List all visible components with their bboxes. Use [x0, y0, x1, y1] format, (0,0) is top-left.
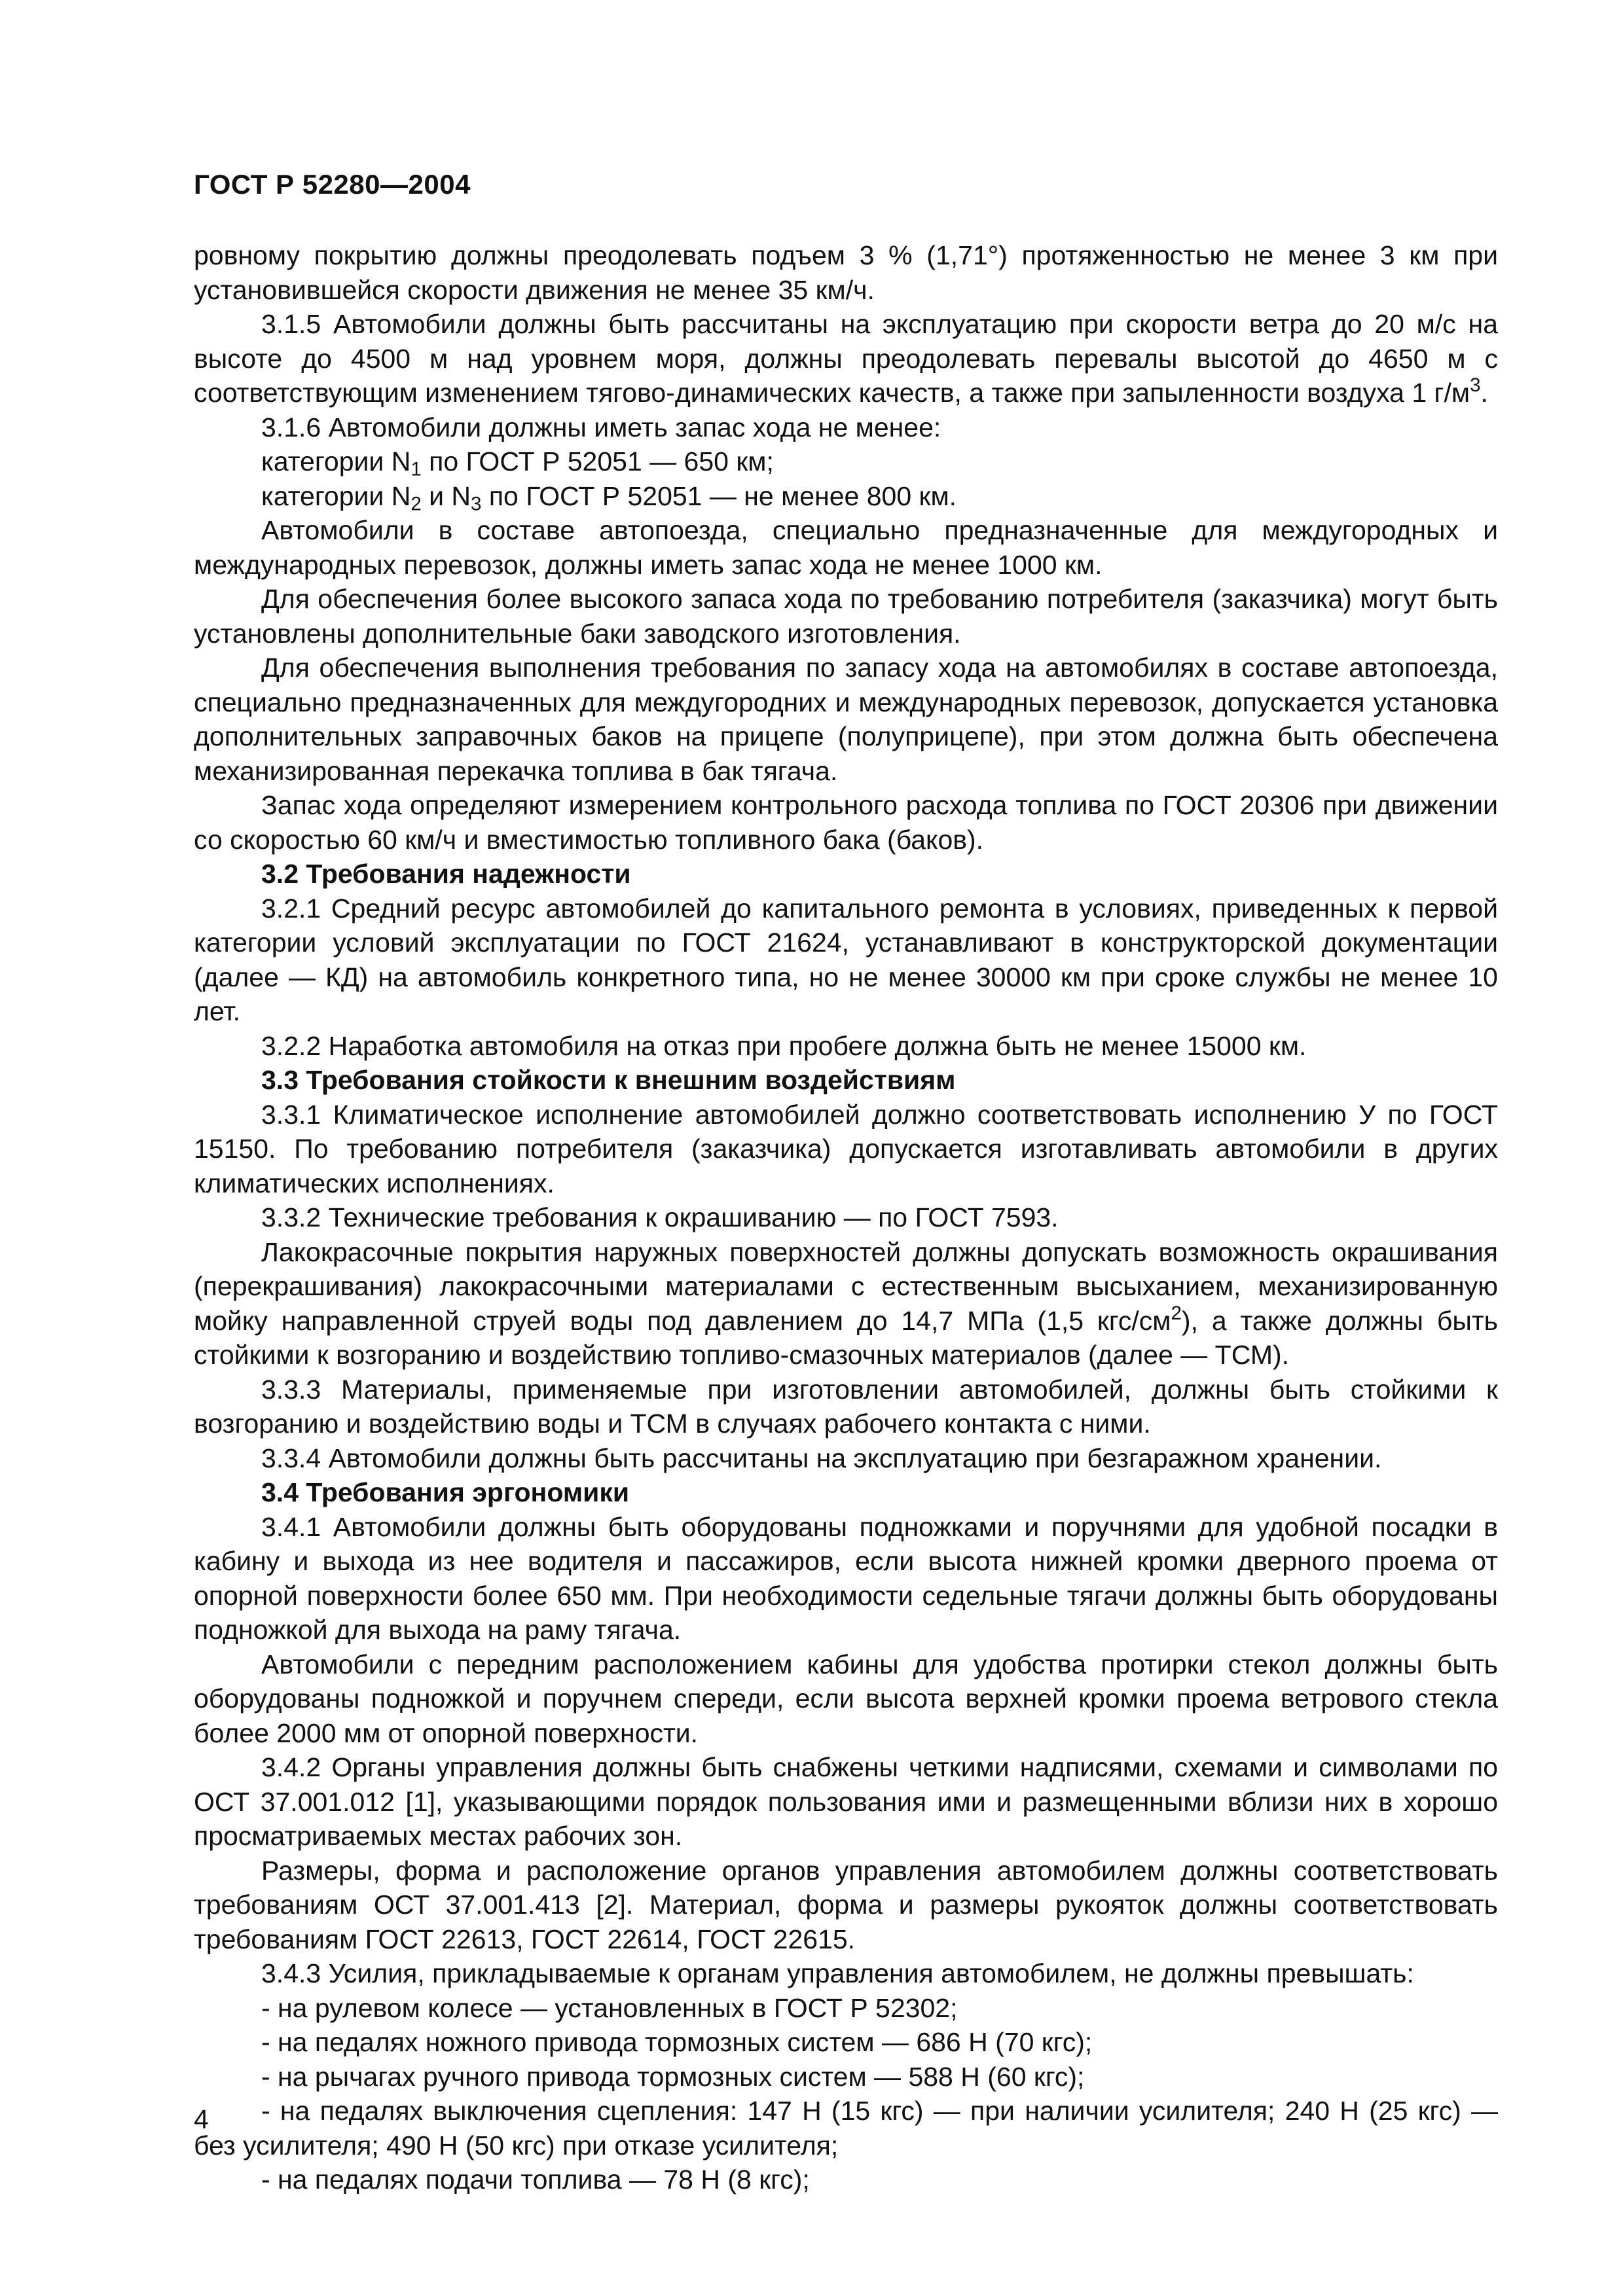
paragraph-3-4-1: 3.4.1 Автомобили должны быть оборудованы подножками и поручнями для удобной посадки в кабину и выхода из нее водителя и пассажиров, если высота нижней кромки дверного проема от опорной поверхности более 650 мм. При необходимости седельные тягачи должны быть оборудованы подножкой для выхода на раму тягача. — [194, 1511, 1498, 1645]
list-item-steering-wheel: - на рулевом колесе — установленных в ГОСТ Р 52302; — [261, 1992, 958, 2023]
paragraph-continuation: ровному покрытию должны преодолевать подъем 3 % (1,71°) протяженностью не менее 3 км при установившейся скорости движения не менее 35 км/ч. — [194, 240, 1498, 305]
paragraph-text: 3.1.5 Автомобили должны быть рассчитаны на эксплуатацию при скорости ветра до 20 м/с на высоте до 4500 м над уровнем моря, должны преодолевать перевалы высотой до 4650 м с соответствующим изменением тягово-динамических качеств, а также при запыленности воздуха 1 г/м — [194, 309, 1498, 408]
subscript: 1 — [410, 458, 422, 480]
paragraph-text-end: ), а также должны быть стойкими к возгоранию и воздействию топливо-смазочных материалов (далее — ТСМ). — [194, 1305, 1498, 1370]
superscript: 3 — [1470, 374, 1481, 396]
category-joiner: и N — [421, 480, 471, 511]
paragraph-text-end: . — [1480, 378, 1488, 408]
paragraph-text: Лакокрасочные покрытия наружных поверхностей должны допускать возможность окрашивания (перекрашивания) лакокрасочными материалами с естественным высыханием, механизированную мойку направленной струей воды под давлением до 14,7 МПа (1,5 кгс/см — [194, 1236, 1498, 1336]
paragraph-3-3-3: 3.3.3 Материалы, применяемые при изготовлении автомобилей, должны быть стойкими к возгоранию и воздействию воды и ТСМ в случаях рабочего контакта с ними. — [194, 1374, 1498, 1439]
paragraph-range-measurement: Запас хода определяют измерением контрольного расхода топлива по ГОСТ 20306 при движении со скоростью 60 км/ч и вместимостью топливного бака (баков). — [194, 790, 1498, 855]
paragraph-front-cab: Автомобили с передним расположением кабины для удобства протирки стекол должны быть оборудованы подножкой и поручнем спереди, если высота верхней кромки проема ветрового стекла более 2000 мм от опорной поверхности. — [194, 1649, 1498, 1748]
category-value: по ГОСТ Р 52051 — не менее 800 км. — [481, 480, 957, 511]
list-item-brake-pedals: - на педалях ножного привода тормозных систем — 686 Н (70 кгс); — [261, 2027, 1093, 2057]
paragraph-3-4-3: 3.4.3 Усилия, прикладываемые к органам управления автомобилем, не должны превышать: — [261, 1958, 1414, 1988]
paragraph-3-1-5 — [194, 307, 1498, 410]
paragraph-extra-tanks: Для обеспечения более высокого запаса хода по требованию потребителя (заказчика) могут быть установлены дополнительные баки заводского изготовления. — [194, 584, 1498, 649]
range-category-n1 — [194, 444, 1498, 479]
paragraph-3-1-6: 3.1.6 Автомобили должны иметь запас хода не менее: — [261, 412, 941, 442]
superscript: 2 — [1171, 1302, 1182, 1324]
category-label: категории N — [261, 446, 411, 476]
paragraph-3-3-1: 3.3.1 Климатическое исполнение автомобилей должно соответствовать исполнению У по ГОСТ 15150. По требованию потребителя (заказчика) допускается изготавливать автомобили в других климатических исполнениях. — [194, 1099, 1498, 1198]
category-value: по ГОСТ Р 52051 — 650 км; — [421, 446, 774, 476]
paragraph-coatings — [194, 1235, 1498, 1372]
document-header: ГОСТ Р 52280—2004 — [194, 169, 471, 200]
paragraph-3-3-2: 3.3.2 Технические требования к окрашиванию — по ГОСТ 7593. — [261, 1202, 1059, 1232]
page-number: 4 — [194, 2104, 209, 2134]
paragraph-3-4-2: 3.4.2 Органы управления должны быть снабжены четкими надписями, схемами и символами по ОСТ 37.001.012 [1], указывающими порядок пользования ими и размещенными вблизи них в хорошо просматриваемых местах рабочих зон. — [194, 1752, 1498, 1851]
paragraph-3-2-2: 3.2.2 Наработка автомобиля на отказ при пробеге должна быть не менее 15000 км. — [261, 1030, 1307, 1061]
list-item-hand-brake-levers: - на рычагах ручного привода тормозных систем — 588 Н (60 кгс); — [261, 2061, 1085, 2092]
list-item-fuel-pedals: - на педалях подачи топлива — 78 Н (8 кгс); — [261, 2164, 810, 2195]
paragraph-trailer-tanks: Для обеспечения выполнения требования по запасу хода на автомобилях в составе автопоезда, специально предназначенных для междугородних и международных перевозок, допускается установка дополнительных заправочных баков на прицепе (полуприцепе), при этом должна быть обеспечена механизированная перекачка топлива в бак тягача. — [194, 653, 1498, 786]
paragraph-3-3-4: 3.3.4 Автомобили должны быть рассчитаны на эксплуатацию при безгаражном хранении. — [261, 1443, 1382, 1473]
paragraph-controls-dimensions: Размеры, форма и расположение органов управления автомобилем должны соответствовать требованиям ОСТ 37.001.413 [2]. Материал, форма и размеры рукояток должны соответствовать требованиям ГОСТ 22613, ГОСТ 22614, ГОСТ 22615. — [194, 1855, 1498, 1954]
subscript: 3 — [471, 492, 482, 514]
document-body — [194, 238, 1498, 2197]
section-heading-3-3: 3.3 Требования стойкости к внешним воздействиям — [261, 1065, 956, 1095]
category-label: категории N — [261, 480, 411, 511]
section-heading-3-2: 3.2 Требования надежности — [261, 859, 631, 889]
subscript: 2 — [410, 492, 422, 514]
section-heading-3-4: 3.4 Требования эргономики — [261, 1477, 630, 1507]
list-item-clutch-pedals: - на педалях выключения сцепления: 147 Н (15 кгс) — при наличии усилителя; 240 Н (25 кгс) — без усилителя; 490 Н (50 кгс) при отказе усилителя; — [194, 2096, 1498, 2161]
paragraph-road-train-range: Автомобили в составе автопоезда, специально предназначенные для междугородных и международных перевозок, должны иметь запас хода не менее 1000 км. — [194, 515, 1498, 580]
paragraph-3-2-1: 3.2.1 Средний ресурс автомобилей до капитального ремонта в условиях, приведенных к первой категории условий эксплуатации по ГОСТ 21624, устанавливают в конструкторской документации (далее — КД) на автомобиль конкретного типа, но не менее 30000 км при сроке службы не менее 10 лет. — [194, 893, 1498, 1026]
range-category-n2-n3 — [194, 479, 1498, 514]
